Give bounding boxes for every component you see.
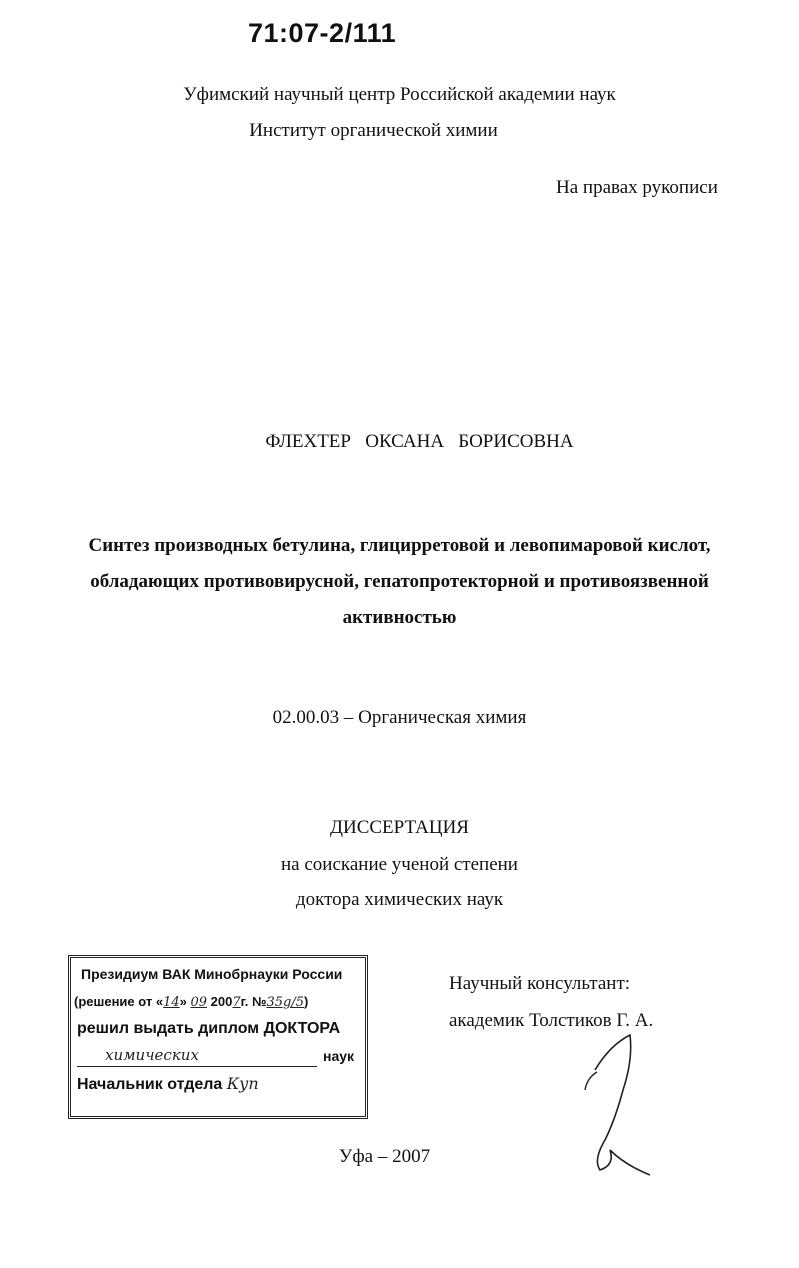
stamp-number: 35g/5 — [266, 995, 304, 1010]
stamp-head — [77, 1074, 259, 1094]
stamp-close: ) — [304, 994, 309, 1009]
organization: Уфимский научный центр Российской академии наук — [183, 84, 616, 105]
stamp-field: химических — [105, 1046, 199, 1064]
degree-line-2: доктора химических наук — [295, 889, 504, 910]
institute: Институт органической химии — [249, 120, 498, 141]
stamp-no: г. № — [240, 994, 267, 1009]
stamp-line-1: Президиум ВАК Минобрнауки России — [81, 966, 343, 982]
stamp-day: 14 — [163, 995, 180, 1010]
city-year: Уфа – 2007 — [338, 1146, 431, 1167]
stamp-sep: » — [179, 994, 187, 1009]
archive-code: 71:07-2/111 — [248, 18, 397, 48]
specialty: 02.00.03 – Органическая химия — [272, 707, 527, 728]
degree-line-1: на соискание ученой степени — [281, 854, 518, 875]
stamp-head-label: Начальник отдела — [77, 1076, 223, 1093]
stamp-month: 09 — [190, 995, 208, 1010]
stamp-decision-prefix: (решение от « — [74, 994, 164, 1009]
stamp-signature: Куп — [226, 1074, 259, 1093]
stamp-year-digit: 7 — [232, 995, 241, 1010]
thesis-title-line-1: Синтез производных бетулина, глицирретовой и левопимаровой кислот, — [88, 535, 711, 556]
stamp-line-3: решил выдать диплом ДОКТОРА — [77, 1020, 341, 1037]
consultant-name: академик Толстиков Г. А. — [449, 1010, 654, 1031]
stamp-field-line — [77, 1046, 317, 1067]
thesis-title-line-3: активностью — [342, 607, 457, 628]
stamp-decision — [74, 994, 308, 1010]
manuscript-rights: На правах рукописи — [556, 177, 718, 198]
document-type: ДИССЕРТАЦИЯ — [330, 817, 469, 838]
stamp-science: наук — [323, 1048, 355, 1064]
consultant-label: Научный консультант: — [449, 973, 631, 994]
thesis-title-line-2: обладающих противовирусной, гепатопротекторной и противоязвенной — [90, 571, 709, 592]
author-name: ФЛЕХТЕР ОКСАНА БОРИСОВНА — [265, 431, 574, 452]
vak-stamp — [68, 955, 368, 1119]
stamp-year-prefix: 200 — [210, 994, 233, 1009]
